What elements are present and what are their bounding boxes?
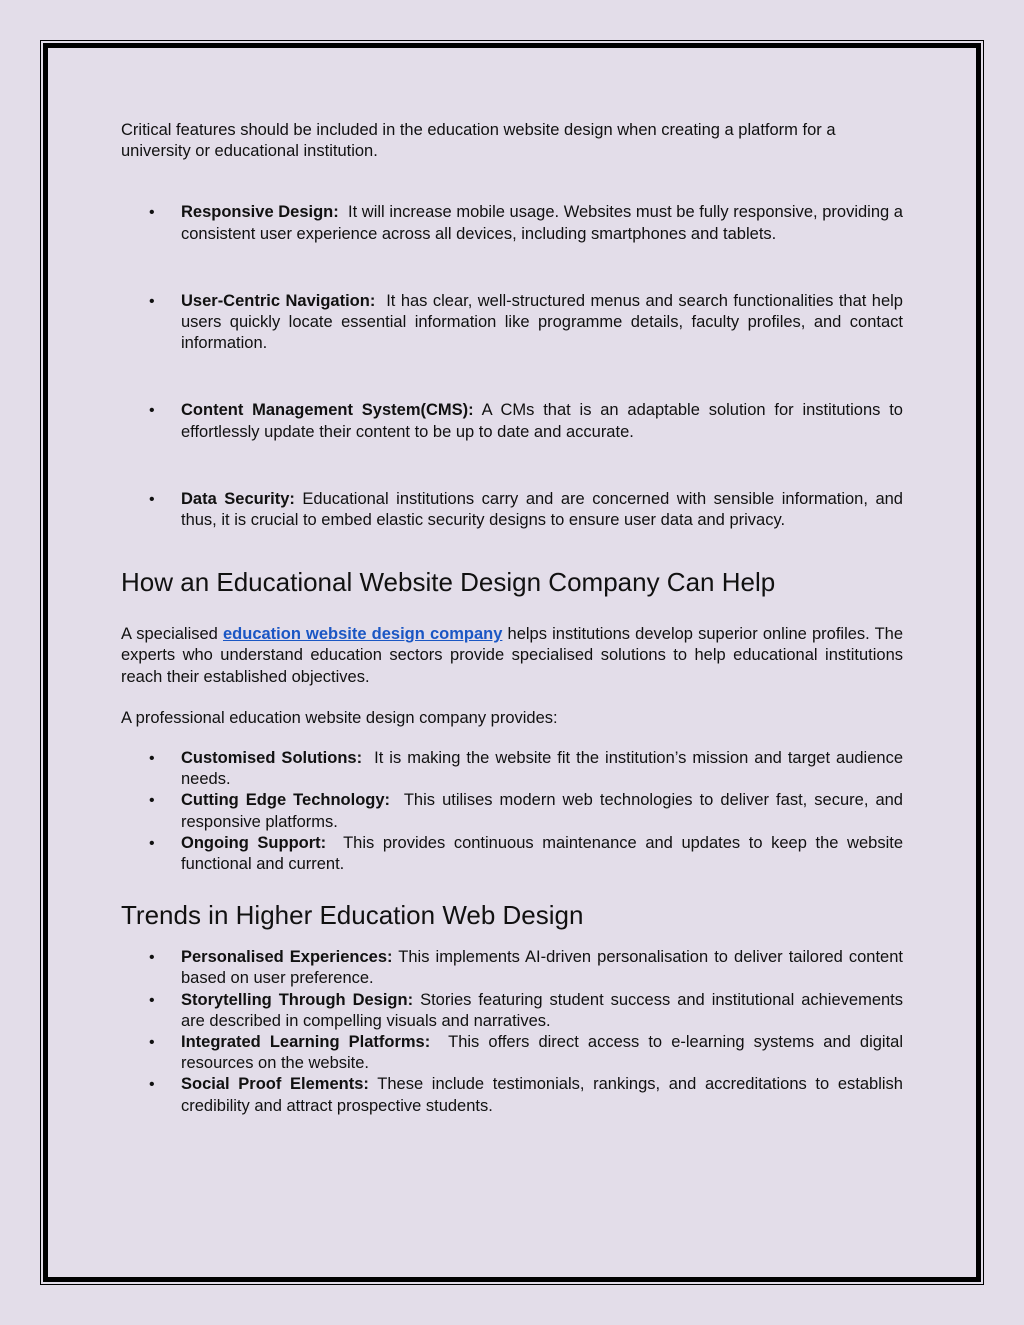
item-text: A CMs that is an adaptable solution for institutions to effortlessly update their content to be up to date and accurate. (181, 401, 903, 441)
list-item (121, 947, 903, 989)
item-label: Customised Solutions: (181, 749, 363, 768)
item-text: This offers direct access to e-learning systems and digital resources on the website. (181, 1033, 903, 1073)
paragraph-text: A specialised (121, 625, 218, 644)
list-item (121, 790, 903, 832)
item-label: Content Management System(CMS): (181, 401, 474, 420)
list-item (121, 990, 903, 1032)
item-label: Social Proof Elements: (181, 1075, 369, 1094)
item-label: Ongoing Support: (181, 833, 327, 852)
section-heading-trends: Trends in Higher Education Web Design (121, 900, 584, 931)
item-text: It will increase mobile usage. Websites must be fully responsive, providing a consistent user experience across all devices, including smartphones and tablets. (181, 203, 903, 243)
provides-paragraph: A professional education website design company provides: (121, 708, 558, 727)
list-item (121, 202, 903, 244)
item-label: Cutting Edge Technology: (181, 791, 391, 810)
section-heading-help: How an Educational Website Design Company Can Help (121, 567, 776, 598)
item-text: Stories featuring student success and institutional achievements are described in compelling visuals and narratives. (181, 990, 904, 1030)
features-list (121, 202, 903, 531)
item-label: User-Centric Navigation: (181, 291, 376, 310)
item-label: Data Security: (181, 489, 295, 508)
list-item (121, 489, 903, 531)
item-label: Responsive Design: (181, 203, 339, 222)
list-item (121, 400, 903, 442)
item-text: This utilises modern web technologies to deliver fast, secure, and responsive platforms. (181, 791, 903, 831)
item-label: Storytelling Through Design: (181, 990, 414, 1009)
item-text: These include testimonials, rankings, and accreditations to establish credibility and attract prospective students. (181, 1075, 903, 1115)
intro-paragraph: Critical features should be included in the education website design when creating a platform for a university or educational institution. (121, 121, 836, 161)
document-body (121, 120, 903, 1117)
paragraph-text: helps institutions develop superior online profiles. The experts who understand education sectors provide specialised solutions to help educational institutions reach their established objectives. (121, 625, 904, 686)
education-website-design-company-link[interactable]: education website design company (222, 625, 503, 644)
list-item (121, 833, 903, 875)
item-text: This implements AI-driven personalisation to deliver tailored content based on user preference. (181, 948, 903, 988)
item-label: Personalised Experiences: (181, 948, 393, 967)
provides-list (121, 748, 903, 875)
list-item (121, 748, 903, 790)
item-text: It is making the website fit the institution’s mission and target audience needs. (181, 749, 904, 789)
trends-list (121, 947, 903, 1117)
list-item (121, 1074, 903, 1116)
list-item (121, 291, 903, 355)
company-paragraph (121, 624, 903, 688)
item-label: Integrated Learning Platforms: (181, 1033, 431, 1052)
list-item (121, 1032, 903, 1074)
item-text: This provides continuous maintenance and updates to keep the website functional and current. (181, 833, 903, 874)
item-text: Educational institutions carry and are concerned with sensible information, and thus, it is crucial to embed elastic security designs to ensure user data and privacy. (181, 489, 903, 530)
item-text: It has clear, well-structured menus and search functionalities that help users quickly locate essential information like programme details, faculty profiles, and contact information. (181, 291, 903, 353)
